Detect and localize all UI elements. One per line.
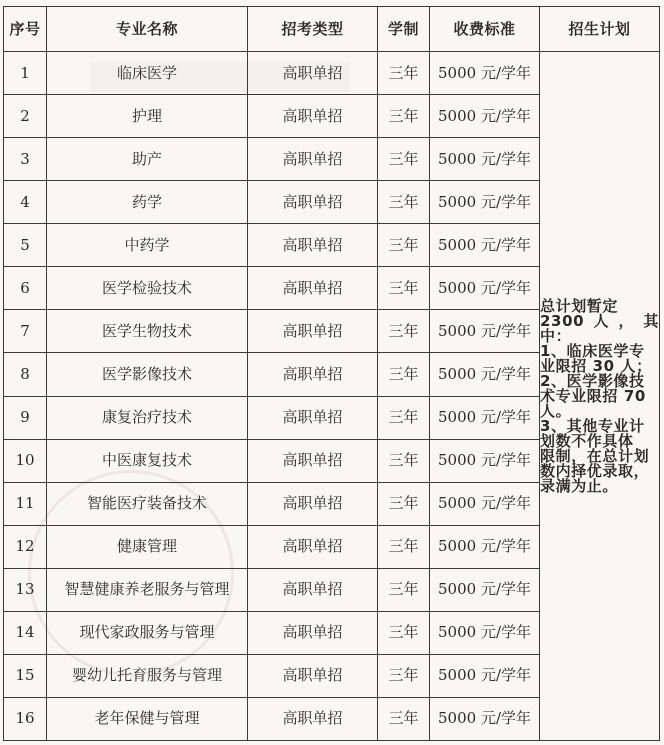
plan-line: 人。 [540,401,572,420]
cell-exam-type: 高职单招 [248,353,378,396]
cell-years: 三年 [378,482,430,525]
cell-fee: 5000 元/学年 [430,568,540,611]
plan-line: 录满为止。 [540,476,619,495]
cell-years: 三年 [378,310,430,353]
cell-years: 三年 [378,353,430,396]
cell-no: 3 [4,138,47,181]
cell-major: 护理 [47,95,248,138]
cell-no: 12 [4,525,47,568]
header-plan: 招生计划 [540,7,660,52]
plan-line: 3、其他专业计 [540,416,645,435]
cell-no: 16 [4,697,47,740]
cell-years: 三年 [378,52,430,95]
cell-major: 助产 [47,138,248,181]
cell-major: 健康管理 [47,525,248,568]
cell-exam-type: 高职单招 [248,697,378,740]
header-years: 学制 [378,7,430,52]
cell-no: 11 [4,482,47,525]
cell-major: 智慧健康养老服务与管理 [47,568,248,611]
cell-no: 15 [4,654,47,697]
table-header-row [4,7,660,52]
header-exam-type: 招考类型 [248,7,378,52]
cell-fee: 5000 元/学年 [430,353,540,396]
plan-note-cell [540,52,660,741]
table-row [4,52,660,95]
plan-line: 1、临床医学专 [540,341,645,360]
plan-line: 划数不作具体 [540,431,634,450]
cell-years: 三年 [378,95,430,138]
cell-no: 6 [4,267,47,310]
cell-exam-type: 高职单招 [248,267,378,310]
plan-line: 限制，在总计划 [540,446,650,465]
cell-years: 三年 [378,697,430,740]
header-no: 序号 [4,7,47,52]
plan-line: 2、医学影像技 [540,371,645,390]
cell-exam-type: 高职单招 [248,482,378,525]
cell-exam-type: 高职单招 [248,52,378,95]
plan-line: 术专业限招 70 [540,386,646,405]
cell-years: 三年 [378,267,430,310]
cell-years: 三年 [378,181,430,224]
cell-major: 医学检验技术 [47,267,248,310]
cell-no: 13 [4,568,47,611]
header-major: 专业名称 [47,7,248,52]
cell-major: 中药学 [47,224,248,267]
cell-major: 智能医疗装备技术 [47,482,248,525]
cell-exam-type: 高职单招 [248,181,378,224]
cell-exam-type: 高职单招 [248,611,378,654]
cell-exam-type: 高职单招 [248,654,378,697]
cell-exam-type: 高职单招 [248,224,378,267]
cell-major: 康复治疗技术 [47,396,248,439]
cell-exam-type: 高职单招 [248,138,378,181]
cell-fee: 5000 元/学年 [430,52,540,95]
plan-line: 业限招 30 人； [540,356,652,375]
cell-years: 三年 [378,654,430,697]
cell-fee: 5000 元/学年 [430,224,540,267]
cell-years: 三年 [378,568,430,611]
cell-no: 9 [4,396,47,439]
cell-no: 4 [4,181,47,224]
cell-years: 三年 [378,138,430,181]
cell-years: 三年 [378,525,430,568]
cell-fee: 5000 元/学年 [430,611,540,654]
cell-fee: 5000 元/学年 [430,267,540,310]
cell-exam-type: 高职单招 [248,525,378,568]
cell-no: 2 [4,95,47,138]
cell-exam-type: 高职单招 [248,396,378,439]
cell-fee: 5000 元/学年 [430,525,540,568]
cell-exam-type: 高职单招 [248,568,378,611]
cell-exam-type: 高职单招 [248,310,378,353]
cell-major: 医学影像技术 [47,353,248,396]
cell-fee: 5000 元/学年 [430,181,540,224]
cell-major: 临床医学 [47,52,248,95]
cell-years: 三年 [378,439,430,482]
enrollment-table [3,6,660,741]
cell-no: 14 [4,611,47,654]
cell-exam-type: 高职单招 [248,95,378,138]
cell-major: 中医康复技术 [47,439,248,482]
cell-years: 三年 [378,611,430,654]
cell-fee: 5000 元/学年 [430,95,540,138]
cell-years: 三年 [378,396,430,439]
cell-major: 现代家政服务与管理 [47,611,248,654]
cell-no: 8 [4,353,47,396]
cell-no: 7 [4,310,47,353]
cell-years: 三年 [378,224,430,267]
cell-fee: 5000 元/学年 [430,654,540,697]
header-fee: 收费标准 [430,7,540,52]
cell-fee: 5000 元/学年 [430,138,540,181]
cell-no: 5 [4,224,47,267]
cell-fee: 5000 元/学年 [430,439,540,482]
table-body [4,52,660,741]
cell-exam-type: 高职单招 [248,439,378,482]
cell-no: 10 [4,439,47,482]
plan-line: 数内择优录取， [540,461,650,480]
plan-line: 总计划暂定 [540,296,619,315]
plan-line: 2300人，其中： [540,311,659,345]
cell-fee: 5000 元/学年 [430,697,540,740]
cell-fee: 5000 元/学年 [430,482,540,525]
cell-fee: 5000 元/学年 [430,396,540,439]
cell-fee: 5000 元/学年 [430,310,540,353]
cell-major: 老年保健与管理 [47,697,248,740]
cell-major: 医学生物技术 [47,310,248,353]
cell-no: 1 [4,52,47,95]
cell-major: 婴幼儿托育服务与管理 [47,654,248,697]
cell-major: 药学 [47,181,248,224]
